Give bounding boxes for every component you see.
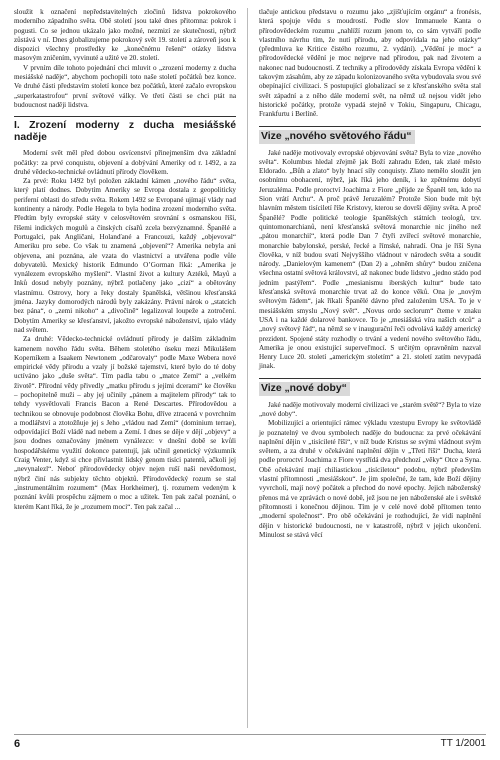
subheading-box-2 bbox=[259, 378, 481, 396]
column-divider bbox=[247, 8, 248, 728]
left-paragraph-5: Za druhé: Vědecko-technické ovládnutí přírody je dalším základním kamenem nového řádu světa. Během stoletého úseku mezi Mikulášem Koperníkem a Isaakem Newtonem „odčarovaly“ podle Maxe Webera nové empirické vědy přírodu a vzaly jí božské tajemství, které bylo do té doby uctíváno jako „duše světa“. Tím padla tabu o „matce Zemi“ a „velkém životě“. Přírodní vědy přivedly „matku přírodu s jejími dcerami“ ke člověku – pochopitelně muži – aby jej učinily „pánem a majitelem přírody“ tak to tehdy vysvětlovali Francis Bacon a René Descartes. Přírodovědou a technikou se obnovuje podobnost člověka Bohu, dříve ztracená v povrchním a modlářství a ztotožňuje jej s Jeho „vládou nad Zemí“ (dominium terrae), odpovídající Boží vládě nad nebem a Zemí. I dnes se děje v dějí „objevy“ a jsou dodnes označovány jménem vynálezce: v dnešní době se kvůli hospodářskému využití dokonce patentují, jak učinil genetický výzkumník Craig Venter, když si chce přivlastnit lidský genom tisíci patentů, ačkoli jej „nevynalezl“. Neboť přírodovědecky objev nejen ruší naši nevědomost, nýbrž činí nás subjekty těchto objektů. Přírodovědecký rozum se stal „instrumentálním rozumem“ (Max Horkheimer), tj. rozumem vedeným k poznání kvůli prospěchu zájmem o moc a užitek. Ten pak začal poznání, o kterém Kant říká, že je „rozumem moci“. Ten pak začal ... bbox=[14, 335, 236, 511]
left-paragraph-4: Za prvé: Roku 1492 byl položen základní kámen „nového řádu“ světa, který platí dodnes. Dobytím Ameriky se Evropa dostala z geopoliticky periferní oblasti do středu světa. Rokem 1492 se Evropané ujímají vlády nad kontinenty a národy. Podle Hegela to byla hodina zrození moderního světa. Předtím byly evropské státy v celosvětovém srovnání s osmanskou říší, říšemi indických mogulů a čínských císařů zcela bezvýznamné. Španělé a Portugalci, pak Angličani, Holanďané a Francouzi, každý „objevoval“ Ameriku pro sebe. Co však tu znamená „objevení“? Amerika nebyla ani objevena, ani poznána, ale vzata do vlastnictví a utvářena podle vůle dobyvatelů. Mexický historik Edmundo O’Gorman říká: „Amerika je vynálezem evropského myšlení“. Vlastní život a kultury Aztéků, Mayů a Inků dosud nebyly poznány, nýbrž potlačeny jako „cizí“ a obětovány vlastnímu. Ostrovy, hory a řeky dostaly španělská, většinou křesťanská jména. Jazyky domorodých národů byly zakázány. Právní nárok o „statcích bez pána“, o „zemi nikoho“ a „divočině“ legalizoval loupeže a zotročení. Dobytím Ameriky se křesťanství, jakožto evropské náboženství, ujalo vlády nad světem. bbox=[14, 177, 236, 334]
right-column bbox=[259, 8, 481, 540]
section-heading-box bbox=[14, 116, 236, 144]
right-paragraph-1: Jaké naděje motivovaly evropské objevování světa? Byla to vize „nového světa“. Kolumbus hledal zřejmě jak Boží zahradu Eden, tak zlaté město Eldorado. „Bůh a zlato“ byly hnací síly conquisty. Zlato nemělo sloužit jen osobnímu obohacení, nýbrž, jak říká jeho deník, i ke zpětnému dobytí Jeruzaléma. Podle proroctví Joachima z Fiore „přijde ze Španěl ten, kdo na Sion vrátí Archu“. A proč právě Jeruzalém? Protože Sion bude mít být hlavním městem tisíciletí říše Kristovy, kterou se dovrší dějiny světa. A proč Španělé? Podle politické teologie španělských státních teologů, tzv. quintomonarchianů, není křesťanská světová monarchie nic jiného než „pátou monarchií“, která podle Dan 7 čtyři zvířecí světové monarchie, monarchie babylonské, perské, řecké a římské, nahradí. Ona je říší Syna člověka, v níž budou svatí Nejvyššího vládnout v národech světa a soudit národy. „Danielovým kamenem“ (Dan 2) a „ohněm shůry“ budou zničena všechna ostatní světová království, až nakonec bude lidstvo „jedno stádo pod jedním pastýřem“. Podle „mesianismu iberských kultur“ bude tato křesťanská světová monarchie trvat až do konce věků. Ona je „novým světovým řádem“, jak říkali Španělé dávno před založením USA. To je v mesiášském smyslu „Nový svět“. „Novus ordo seclorum“ čteme v znaku USA i na každé dolarové bankovce. To je „mesiášská víra našich otců“ a „nový světový řád“, na němž se v inaugurační řeči odvolává každý americký prezident. Spojené státy rozhodly o trvání a vedení nového světového řádu, Amerika je onou existující superveľmocí. S určitým opravněním nazval Henry Luce 20. století „americkým stoletím“ a 21. století zatím nevypadá jinak. bbox=[259, 148, 481, 371]
page-number: 6 bbox=[14, 738, 21, 750]
footer-rule bbox=[14, 734, 486, 735]
left-paragraph-3: Moderní svět měl před dobou osvícenství přinejmenším dva základní počátky: za prvé conquistu, objevení a dobývání Ameriky od r. 1492, a za druhé vědecko-technické ovládnutí přírody člověkem. bbox=[14, 149, 236, 176]
subheading-new-era: Vize „nové doby“ bbox=[259, 382, 350, 396]
left-paragraph-2: V prvním díle tohoto pojednání chci mluvit o „zrození moderny z ducha mesiášské naděje“, abychom pochopili toto naše století počátků bez konce. Ve druhé části představím století konce bez počátků, které začalo evropskou „superkatastrofou“ první světové války. Ve třetí části se chci ptát na budoucnost naději lidstva. bbox=[14, 63, 236, 109]
right-paragraph-2: Jaké naděje motivovaly moderní civilizaci ve „starém světě“? Byla to vize „nové doby“. bbox=[259, 400, 481, 418]
right-intro-paragraph: tlačuje antickou představu o rozumu jako „zjišťujícím orgánu“ a fronésis, která spojuje vědu s moudrostí. Podle slov Immanuele Kanta o přírodovědeckém rozumu „nahlíží rozum jenom to, co sám vytváří podle vlastního návrhu tím, že nutí přírodu, aby odpovídala na jeho otázky“ (předmluva ke Kritice čistého rozumu, 2. vydání). „Vědění je moc“ a přírodovědecké vědění je moc nejprve nad přírodou, pak nad životem a nakonec nad budoucností. Z techniky a přírodovědy získala Evropa vědění k takovým zásahům, aby ze západu kolonizovaného světa vybudovala svou své obepínající civilizaci. S postupující globalizací se z křesťanského světa stal svět západní a z něho dále moderní svět, na němž už nejsou vidět jeho historické počátky, protože vypadá stejně v Tokiu, Singapuru, Chicagu, Frankfurtu i Berlíně. bbox=[259, 8, 481, 119]
left-column bbox=[14, 8, 236, 512]
left-intro-paragraph: sloužit k označení nepředstavitelných zločinů lidstva pokrokového moderního západního světa. Obě století jsou také dnes přitomna: pokrok i pogusti. Co se jednou ukázalo jako možné, nezmizí ze skutečnosti, nýbrž zůstává v ní. Dnes globalizujeme pokrokový svět 19. století a zároveň jsou k dispozici všechny prostředky ke „konečnému řešení“ otázky lidstva masovým zničením, vyvinuté a užité ve 20. století. bbox=[14, 8, 236, 63]
issue-label: TT 1/2001 bbox=[440, 738, 486, 749]
subheading-new-world-order: Vize „nového světového řádu“ bbox=[259, 130, 415, 144]
right-paragraph-3: Mobilizující a orientující rámec výkladu vzestupu Evropy ke světovládě je poznatelný ve dvou symbolech naděje do budoucna: za prvé očekávání naplnění dějin v „tisícileté říši“, v níž bude Kristus se svými vládnout svým světem, a za druhé v očekávání naplnění dějin v „Třetí říši“ Ducha, která podle proroctví Joachima z Fiore vystřídá dva předchozí „věky“ Otce a Syna. Obě očekávání mají chiliastickou „tisíciletou“ podobu, nýbrž především vlastní přítomnosti „mesiášskou“. Je jim společné, že tam, kde Boží dějiny vyvrcholí, mají nový počátek a přechod do nové epochy. Jejich náboženský přenos má ve zprávách o nové době, jež jsou ne jen náboženské ale i světské přítomnosti i konečnou dějinou. Tím je v celé nové době přítomen tento „moderní společnost“. Pro obě očekávání je rozhodující, že vidí naplnění dějin v historické budoucnosti, ne v katastrofě, nýbrž v jejich ukončení. Minulost se stává věcí bbox=[259, 419, 481, 539]
section-heading: I. Zrození moderny z ducha mesiášské naděje bbox=[14, 120, 236, 144]
subheading-box-1 bbox=[259, 126, 481, 144]
